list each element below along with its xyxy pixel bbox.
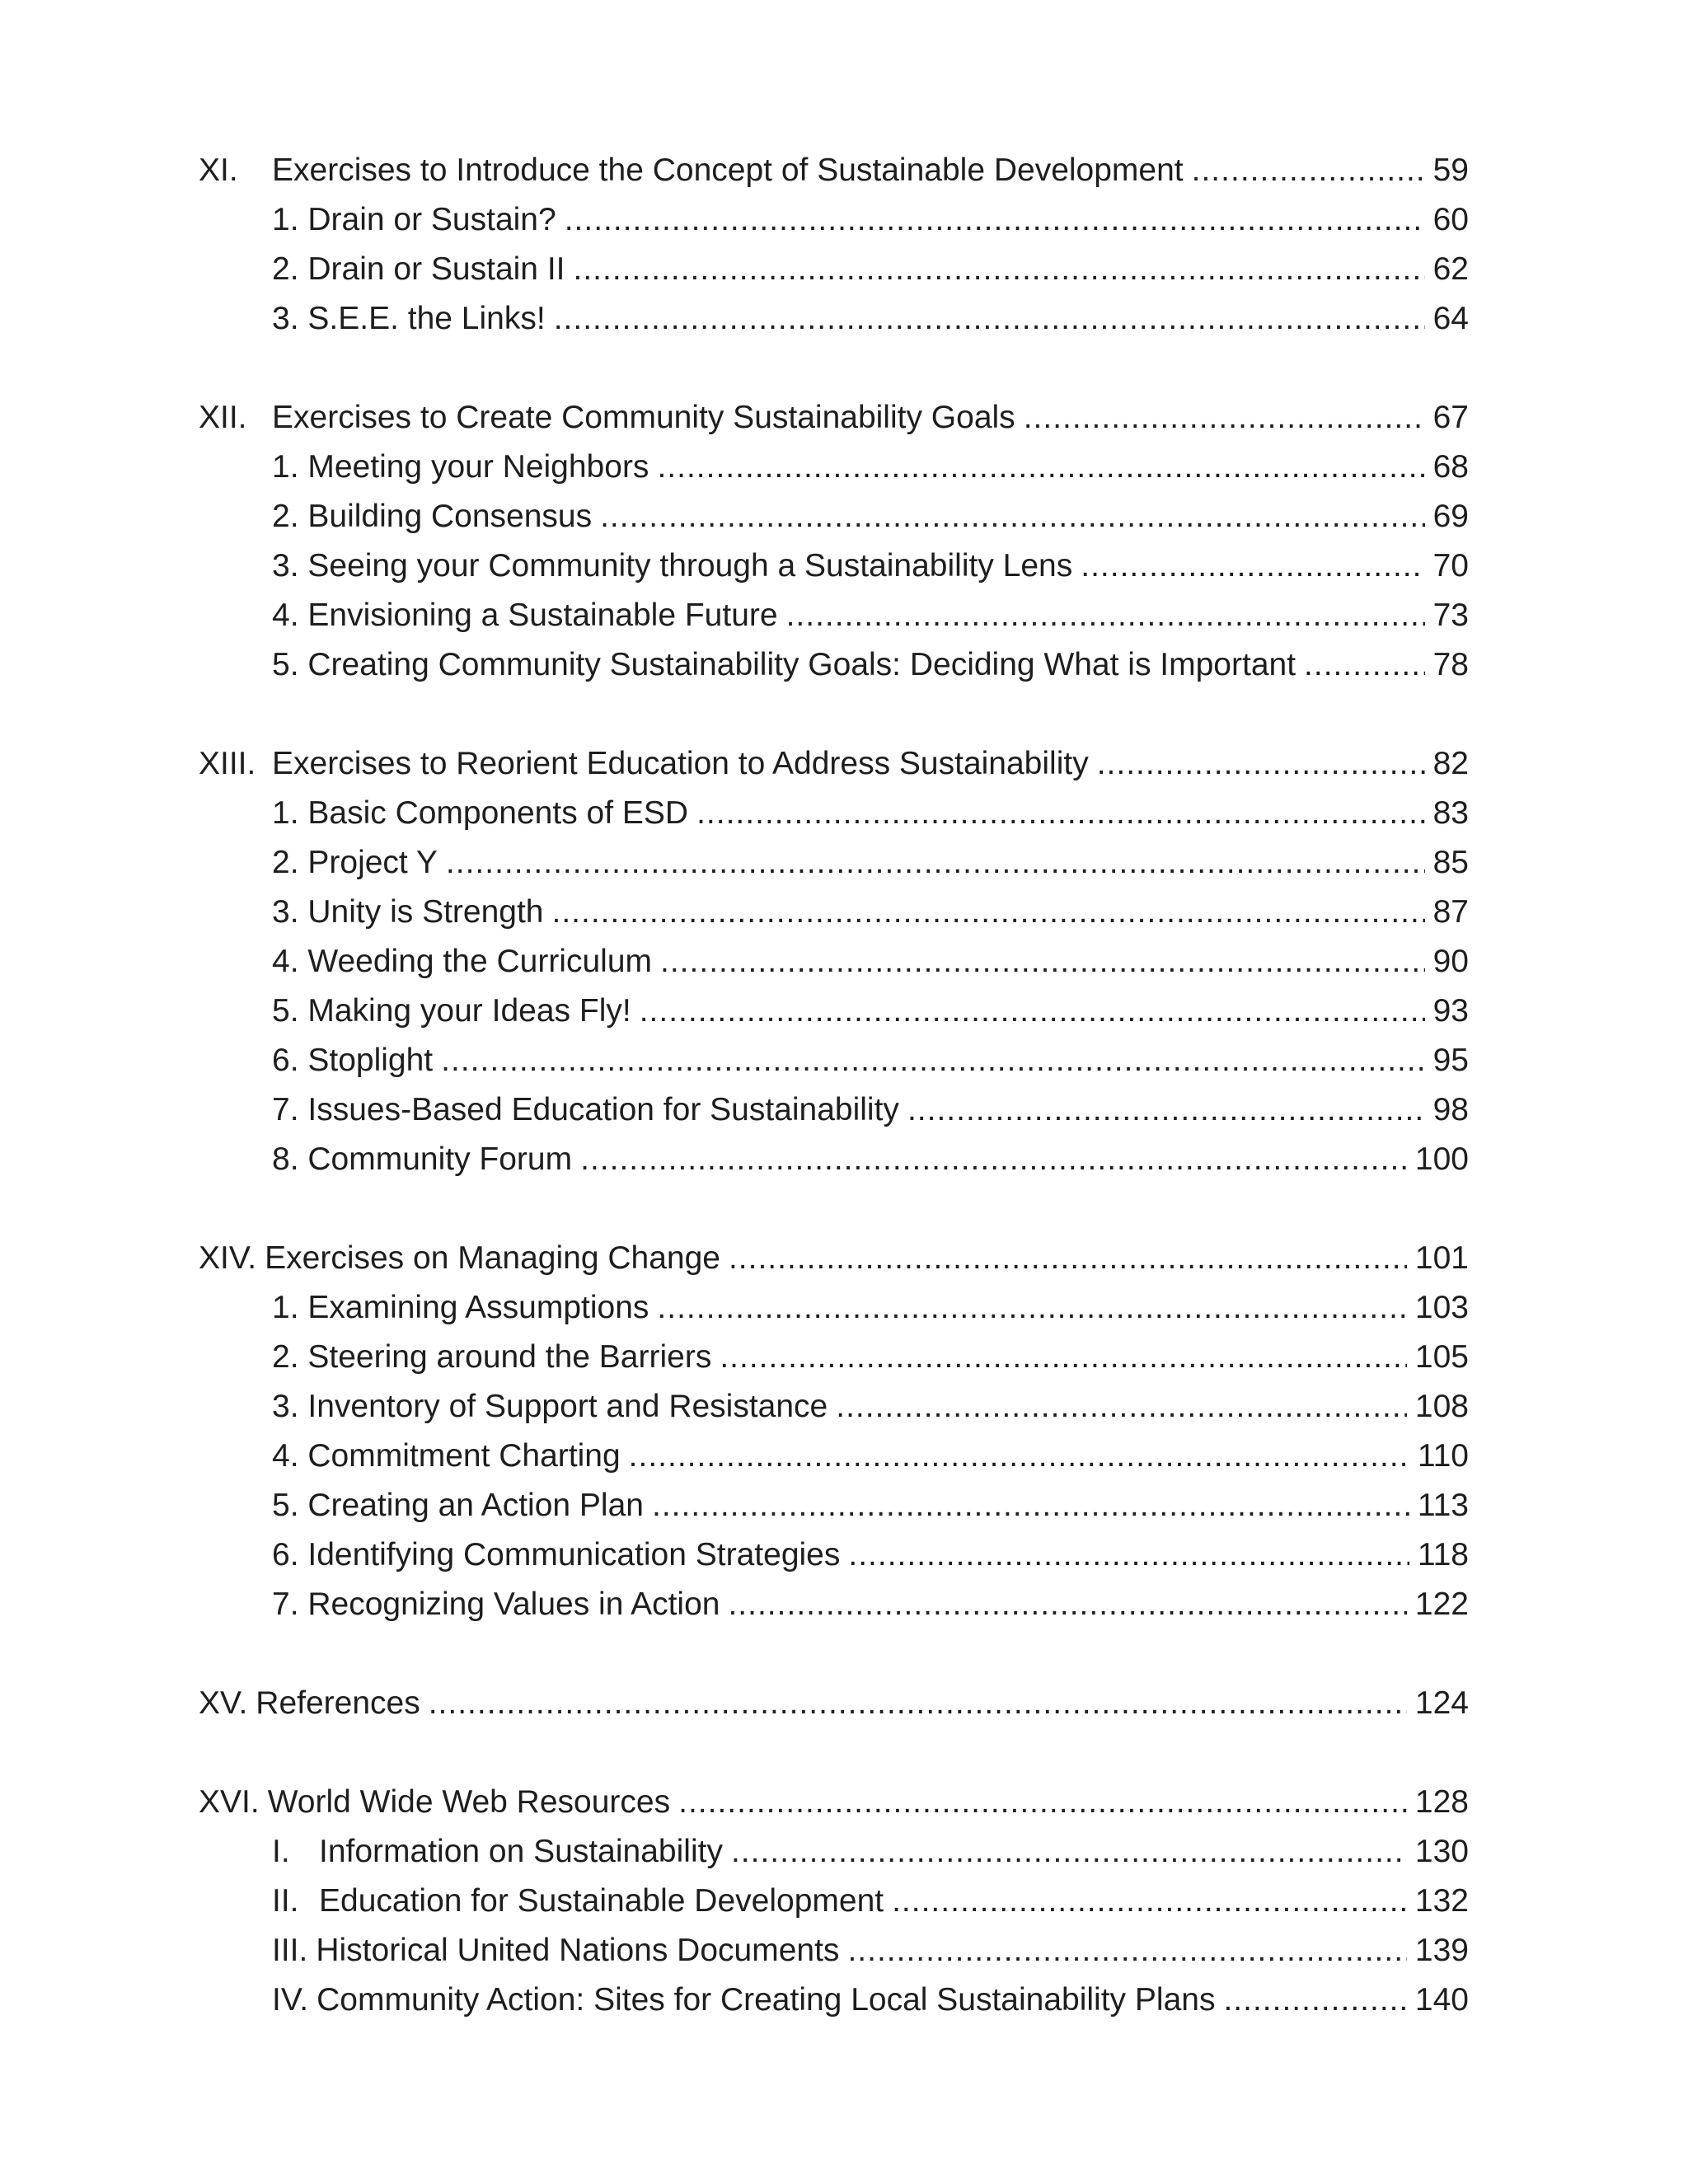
item-title: Steering around the Barriers [307, 1339, 712, 1375]
item-title: Envisioning a Sustainable Future [307, 598, 778, 633]
item-number: III. [272, 1933, 308, 1968]
item-number: 3. [272, 1389, 299, 1424]
toc-item[interactable] [272, 1975, 1469, 2025]
page-number: 60 [1432, 202, 1469, 237]
item-number: I. [272, 1834, 290, 1869]
dot-leader [729, 1234, 1407, 1283]
item-title: Making your Ideas Fly! [307, 993, 631, 1029]
item-number: 5. [272, 993, 299, 1029]
item-number: 2. [272, 1339, 299, 1375]
dot-leader [848, 1530, 1409, 1580]
item-number: 5. [272, 1488, 299, 1523]
toc-item[interactable] [272, 245, 1469, 294]
item-title: Recognizing Values in Action [307, 1586, 720, 1622]
page-number: 103 [1414, 1290, 1469, 1325]
item-title: Inventory of Support and Resistance [307, 1389, 828, 1424]
section-number: XV. [199, 1685, 248, 1721]
item-title: Unity is Strength [307, 894, 544, 930]
section-title: Exercises to Introduce the Concept of Sustainable Development [272, 152, 1184, 188]
dot-leader [1304, 640, 1425, 690]
section-title: Exercises on Managing Change [265, 1240, 720, 1276]
toc-section-xv[interactable] [199, 1679, 1469, 1728]
dot-leader [678, 1778, 1407, 1827]
item-title: S.E.E. the Links! [307, 301, 546, 336]
dot-leader [652, 1481, 1409, 1530]
toc-item[interactable] [272, 492, 1469, 541]
page-number: 124 [1414, 1685, 1469, 1721]
item-title: Examining Assumptions [307, 1290, 649, 1325]
dot-leader [892, 1877, 1407, 1926]
item-title: Historical United Nations Documents [316, 1933, 840, 1968]
page-number: 67 [1432, 400, 1469, 435]
item-title: Community Forum [307, 1141, 573, 1177]
dot-leader [1223, 1975, 1406, 2025]
toc-item[interactable] [272, 1382, 1469, 1432]
dot-leader [660, 937, 1425, 987]
item-title: Meeting your Neighbors [307, 449, 649, 485]
page-number: 78 [1432, 647, 1469, 682]
toc-item[interactable] [272, 1877, 1469, 1926]
dot-leader [657, 1283, 1407, 1333]
dot-leader [786, 591, 1425, 640]
dot-leader [836, 1382, 1407, 1432]
dot-leader [1024, 393, 1425, 443]
toc-item[interactable] [272, 1432, 1469, 1481]
item-title: Building Consensus [307, 499, 593, 534]
dot-leader [554, 294, 1425, 344]
toc-item[interactable] [272, 1085, 1469, 1135]
item-number: 1. [272, 449, 299, 485]
item-number: 3. [272, 301, 299, 336]
section-number: XII. [199, 400, 247, 435]
item-number: 4. [272, 598, 299, 633]
page-number: 82 [1432, 746, 1469, 781]
item-number: 1. [272, 1290, 299, 1325]
section-title: Exercises to Create Community Sustainability Goals [272, 400, 1015, 435]
page-number: 64 [1432, 301, 1469, 336]
dot-leader [847, 1926, 1406, 1975]
toc-item[interactable] [272, 1283, 1469, 1333]
item-title: Community Action: Sites for Creating Local Sustainability Plans [316, 1982, 1216, 2018]
item-number: 7. [272, 1092, 299, 1127]
page-number: 128 [1414, 1784, 1469, 1820]
page-number: 110 [1417, 1438, 1469, 1474]
toc-item[interactable] [272, 937, 1469, 987]
page-number: 132 [1414, 1883, 1469, 1919]
dot-leader [600, 492, 1425, 541]
dot-leader [629, 1432, 1409, 1481]
item-title: Education for Sustainable Development [319, 1883, 884, 1919]
item-number: 6. [272, 1043, 299, 1078]
toc-item[interactable] [272, 640, 1469, 690]
item-title: Creating an Action Plan [307, 1488, 644, 1523]
item-title: Information on Sustainability [319, 1834, 723, 1869]
toc-item[interactable] [272, 591, 1469, 640]
page-number: 90 [1432, 944, 1469, 979]
item-number: 2. [272, 499, 299, 534]
section-title: References [256, 1685, 420, 1721]
page-number: 83 [1432, 795, 1469, 831]
dot-leader [728, 1580, 1406, 1629]
item-number: II. [272, 1883, 299, 1919]
toc-item[interactable] [272, 1135, 1469, 1184]
toc-section-xiii[interactable] [199, 739, 1469, 789]
page-number: 118 [1417, 1537, 1469, 1572]
page-number: 101 [1414, 1240, 1469, 1276]
item-number: IV. [272, 1982, 309, 2018]
dot-leader [574, 245, 1425, 294]
section-title: World Wide Web Resources [267, 1784, 671, 1820]
page-number: 108 [1414, 1389, 1469, 1424]
item-title: Stoplight [307, 1043, 434, 1078]
dot-leader [552, 888, 1425, 937]
item-number: 1. [272, 795, 299, 831]
item-number: 7. [272, 1586, 299, 1622]
item-number: 4. [272, 1438, 299, 1474]
toc-item[interactable] [272, 1481, 1469, 1530]
dot-leader [1097, 739, 1425, 789]
dot-leader [441, 1036, 1424, 1085]
page-number: 105 [1414, 1339, 1469, 1375]
item-title: Issues-Based Education for Sustainability [307, 1092, 899, 1127]
toc-item[interactable] [272, 1530, 1469, 1580]
item-number: 2. [272, 251, 299, 287]
section-number: XI. [199, 152, 238, 188]
item-number: 1. [272, 202, 299, 237]
dot-leader [446, 838, 1425, 888]
item-title: Seeing your Community through a Sustainability Lens [307, 548, 1073, 583]
page-number: 140 [1414, 1982, 1469, 2018]
page-number: 113 [1417, 1488, 1469, 1523]
item-number: 8. [272, 1141, 299, 1177]
item-title: Commitment Charting [307, 1438, 621, 1474]
dot-leader [565, 195, 1425, 245]
item-number: 3. [272, 894, 299, 930]
toc-section-xiv[interactable] [199, 1234, 1469, 1283]
toc-item[interactable] [272, 1580, 1469, 1629]
toc-item[interactable] [272, 443, 1469, 492]
dot-leader [731, 1827, 1407, 1877]
page-number: 69 [1432, 499, 1469, 534]
dot-leader [907, 1085, 1425, 1135]
toc-item[interactable] [272, 294, 1469, 344]
page-number: 85 [1432, 845, 1469, 880]
item-title: Creating Community Sustainability Goals: Deciding What is Important [307, 647, 1296, 682]
toc-item[interactable] [272, 1036, 1469, 1085]
item-number: 5. [272, 647, 299, 682]
item-title: Project Y [307, 845, 438, 880]
dot-leader [720, 1333, 1407, 1382]
toc-item[interactable] [272, 838, 1469, 888]
item-number: 4. [272, 944, 299, 979]
dot-leader [1192, 146, 1425, 195]
dot-leader [1081, 541, 1424, 591]
item-title: Weeding the Curriculum [307, 944, 653, 979]
section-number: XIV. [199, 1240, 257, 1276]
section-number: XVI. [199, 1784, 260, 1820]
toc-section-xi[interactable] [199, 146, 1469, 195]
dot-leader [696, 789, 1425, 838]
toc-item[interactable] [272, 541, 1469, 591]
page-number: 130 [1414, 1834, 1469, 1869]
page-number: 62 [1432, 251, 1469, 287]
dot-leader [640, 987, 1425, 1036]
page-number: 139 [1414, 1933, 1469, 1968]
page-number: 93 [1432, 993, 1469, 1029]
dot-leader [580, 1135, 1407, 1184]
toc-item[interactable] [272, 789, 1469, 838]
toc-item[interactable] [272, 195, 1469, 245]
dot-leader [429, 1679, 1407, 1728]
page-number: 87 [1432, 894, 1469, 930]
page-number: 70 [1432, 548, 1469, 583]
toc-section-xvi[interactable] [199, 1778, 1469, 1827]
toc-item[interactable] [272, 1333, 1469, 1382]
section-title: Exercises to Reorient Education to Address Sustainability [272, 746, 1089, 781]
toc-section-xii[interactable] [199, 393, 1469, 443]
toc-item[interactable] [272, 1926, 1469, 1975]
page-number: 59 [1432, 152, 1469, 188]
toc-item[interactable] [272, 888, 1469, 937]
item-title: Drain or Sustain II [307, 251, 565, 287]
item-title: Drain or Sustain? [307, 202, 556, 237]
item-number: 2. [272, 845, 299, 880]
toc-item[interactable] [272, 987, 1469, 1036]
page-number: 100 [1414, 1141, 1469, 1177]
item-number: 3. [272, 548, 299, 583]
page-number: 122 [1414, 1586, 1469, 1622]
item-number: 6. [272, 1537, 299, 1572]
dot-leader [657, 443, 1424, 492]
item-title: Identifying Communication Strategies [307, 1537, 841, 1572]
section-number: XIII. [199, 746, 256, 781]
page-number: 73 [1432, 598, 1469, 633]
page-number: 95 [1432, 1043, 1469, 1078]
page-number: 98 [1432, 1092, 1469, 1127]
page-number: 68 [1432, 449, 1469, 485]
toc-item[interactable] [272, 1827, 1469, 1877]
item-title: Basic Components of ESD [307, 795, 689, 831]
